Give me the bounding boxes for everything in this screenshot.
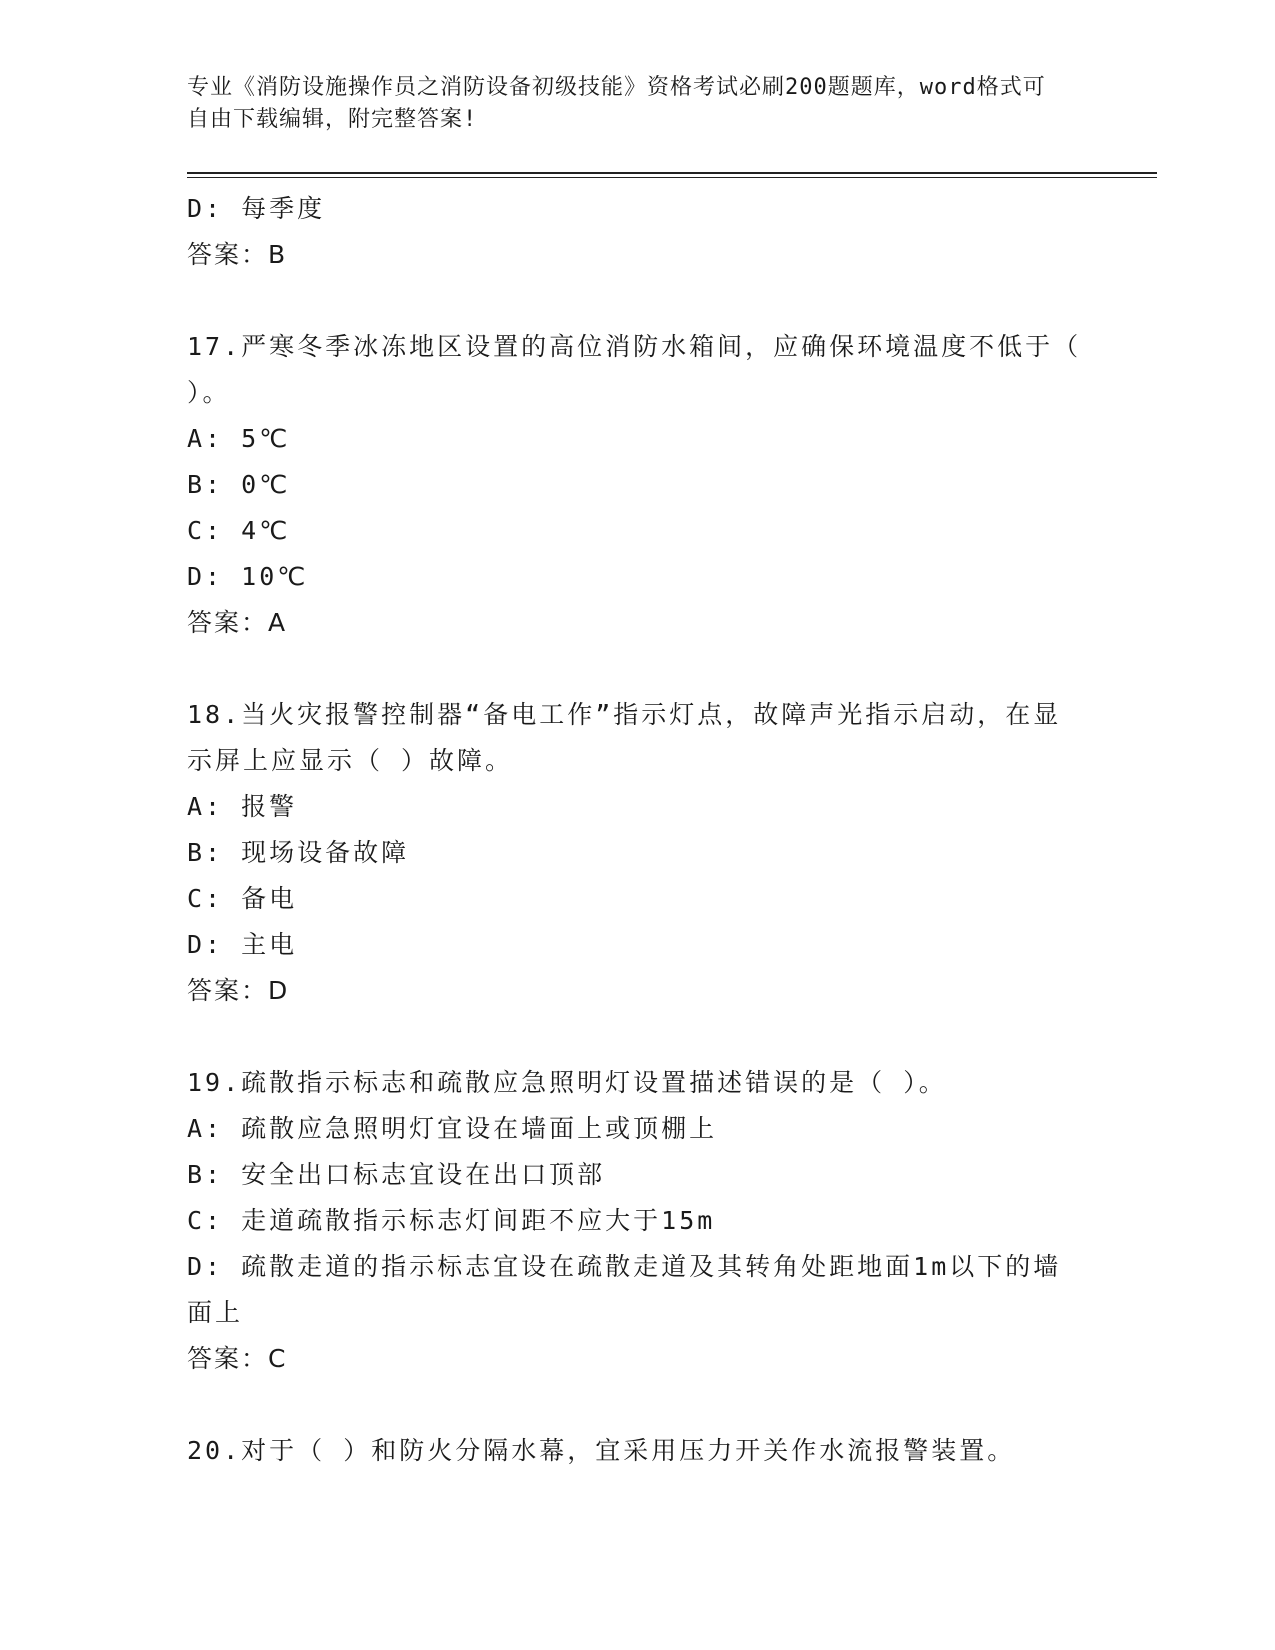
question-stem: 19.疏散指示标志和疏散应急照明灯设置描述错误的是（ ）。 <box>187 1068 947 1097</box>
spacer <box>187 646 1157 692</box>
spacer <box>187 1382 1157 1428</box>
answer: 答案：A <box>187 608 288 637</box>
question-17 <box>187 324 1157 646</box>
option-b: B: 0℃ <box>187 470 291 499</box>
option-b: B: 安全出口标志宜设在出口顶部 <box>187 1160 606 1189</box>
option-a: A: 5℃ <box>187 424 291 453</box>
option-d: D: 主电 <box>187 930 298 959</box>
option-b: B: 现场设备故障 <box>187 838 410 867</box>
document-page <box>187 72 1157 1474</box>
question-stem: 18.当火灾报警控制器“备电工作”指示灯点，故障声光指示启动，在显示屏上应显示（ ）故障。 <box>187 700 1062 775</box>
question-list <box>187 186 1157 1474</box>
question-20 <box>187 1428 1157 1474</box>
question-18 <box>187 692 1157 1014</box>
answer: 答案：D <box>187 976 290 1005</box>
option-d-prev: D: 每季度 <box>187 194 326 223</box>
option-d: D: 10℃ <box>187 562 309 591</box>
option-a: A: 报警 <box>187 792 298 821</box>
header-rule-thick <box>187 172 1157 174</box>
option-c: C: 走道疏散指示标志灯间距不应大于15m <box>187 1206 716 1235</box>
question-stem: 20.对于（ ）和防火分隔水幕，宜采用压力开关作水流报警装置。 <box>187 1436 1016 1465</box>
question-stem: 17.严寒冬季冰冻地区设置的高位消防水箱间，应确保环境温度不低于（ ）。 <box>187 332 1082 407</box>
page-header-title: 专业《消防设施操作员之消防设备初级技能》资格考试必刷200题题库，word格式可自由下载编辑，附完整答案! <box>187 75 1046 132</box>
option-d: D: 疏散走道的指示标志宜设在疏散走道及其转角处距地面1m以下的墙面上 <box>187 1252 1062 1327</box>
answer-prev: 答案：B <box>187 240 288 269</box>
option-c: C: 备电 <box>187 884 298 913</box>
option-a: A: 疏散应急照明灯宜设在墙面上或顶棚上 <box>187 1114 718 1143</box>
spacer <box>187 278 1157 324</box>
header-rule-thin <box>187 177 1157 178</box>
header-divider <box>187 172 1157 178</box>
option-c: C: 4℃ <box>187 516 291 545</box>
spacer <box>187 1014 1157 1060</box>
question-19 <box>187 1060 1157 1382</box>
answer: 答案：C <box>187 1344 288 1373</box>
